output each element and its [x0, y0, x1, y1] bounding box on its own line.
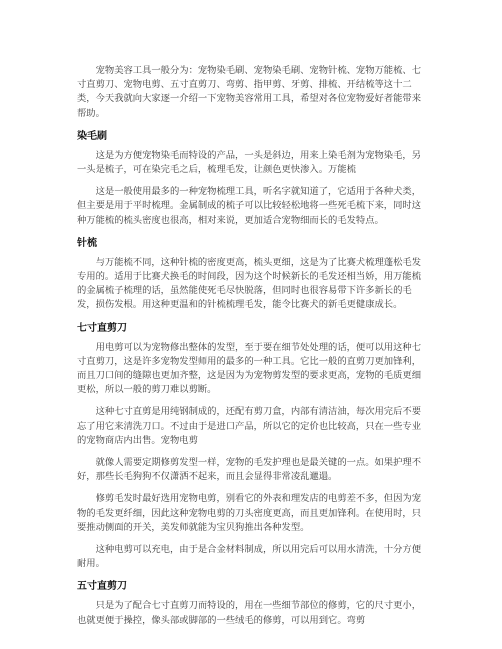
section-paragraph: 用电剪可以为宠物修出整体的发型，至于要在细节处处理的话，便可以用这种七寸直剪刀，这是许多宠物发型师用的最多的一种工具。它比一般的直剪刀更加锋利，而且刀口间的缝隙也更加齐整，这是因为为宠物剪发型的要求更高，宠物的毛质更细更松，所以一般的剪刀难以剪断。 — [77, 341, 421, 396]
section-paragraph: 这种电剪可以充电，由于是合金材料制成，所以用完后可以用水清洗，十分方便耐用。 — [77, 544, 421, 570]
section-paragraph: 修剪毛发时最好选用宠物电剪，别看它的外表和理发店的电剪差不多，但因为宠物的毛发更纤细，因此这种宠物电剪的刀头密度更高，而且更加锋利。在使用时，只要推动侧面的开关，美发师就能为宝贝狗推出各种发型。 — [77, 493, 421, 533]
section-heading-five-inch-scissors: 五寸直剪刀 — [77, 581, 127, 593]
section-paragraph: 这是一般使用最多的一种宠物梳理工具，听名字就知道了，它适用于各种犬类，但主要是用于平时梳理。金属制成的梳子可以比较轻松地将一些死毛梳下来，同时这种万能梳的梳头密度也很高，相对来说，更加适合宠物细而长的毛发特点。 — [77, 186, 421, 226]
section-heading-pin-comb: 针梳 — [77, 237, 97, 249]
intro-paragraph: 宠物美容工具一般分为：宠物染毛刷、宠物染毛刷、宠物针梳、宠物万能梳、七寸直剪刀、宠物电剪、五寸直剪刀、弯剪、指甲剪、牙剪、排梳、开结梳等这十二类，今天我就向大家逐一介绍一下宠物美容常用工具，希望对各位宠物爱好者能带来帮助。 — [77, 65, 421, 119]
section-heading-dye-brush: 染毛刷 — [77, 130, 107, 142]
section-paragraph: 就像人需要定期修剪发型一样，宠物的毛发护理也是最关键的一点。如果护理不好，那些长毛狗狗不仅潇洒不起来，而且会显得非常凌乱邋遢。 — [77, 457, 421, 483]
section-paragraph: 与万能梳不同，这种针梳的密度更高，梳头更细，这是为了比赛犬梳理蓬松毛发专用的。适用于比赛犬换毛的时间段，因为这个时候新长的毛发还相当娇，用万能梳的金属梳子梳理的话，虽然能使死毛尽快脱落，但同时也很容易带下许多新长的毛发，损伤发根。用这种更温和的针梳梳理毛发，能令比赛犬的新毛更健康成长。 — [77, 256, 421, 311]
section-paragraph: 只是为了配合七寸直剪刀而特设的，用在一些细节部位的修剪，它的尺寸更小，也就更便于操控，像头部或脚部的一些绒毛的修剪，可以用到它。弯剪 — [77, 600, 421, 626]
section-heading-seven-inch-scissors: 七寸直剪刀 — [77, 322, 127, 334]
section-paragraph: 这种七寸直剪是用纯钢制成的，还配有剪刀盒，内部有清洁油，每次用完后不要忘了用它来清洗刀口。不过由于是进口产品，所以它的定价也比较高，只在一些专业的宠物商店内出售。宠物电剪 — [77, 406, 421, 446]
section-paragraph: 这是为方便宠物染毛而特设的产品，一头是斜边，用来上染毛剂为宠物染毛，另一头是梳子，可在染完毛之后，梳理毛发，让颜色更快渗入。万能梳 — [77, 149, 421, 176]
